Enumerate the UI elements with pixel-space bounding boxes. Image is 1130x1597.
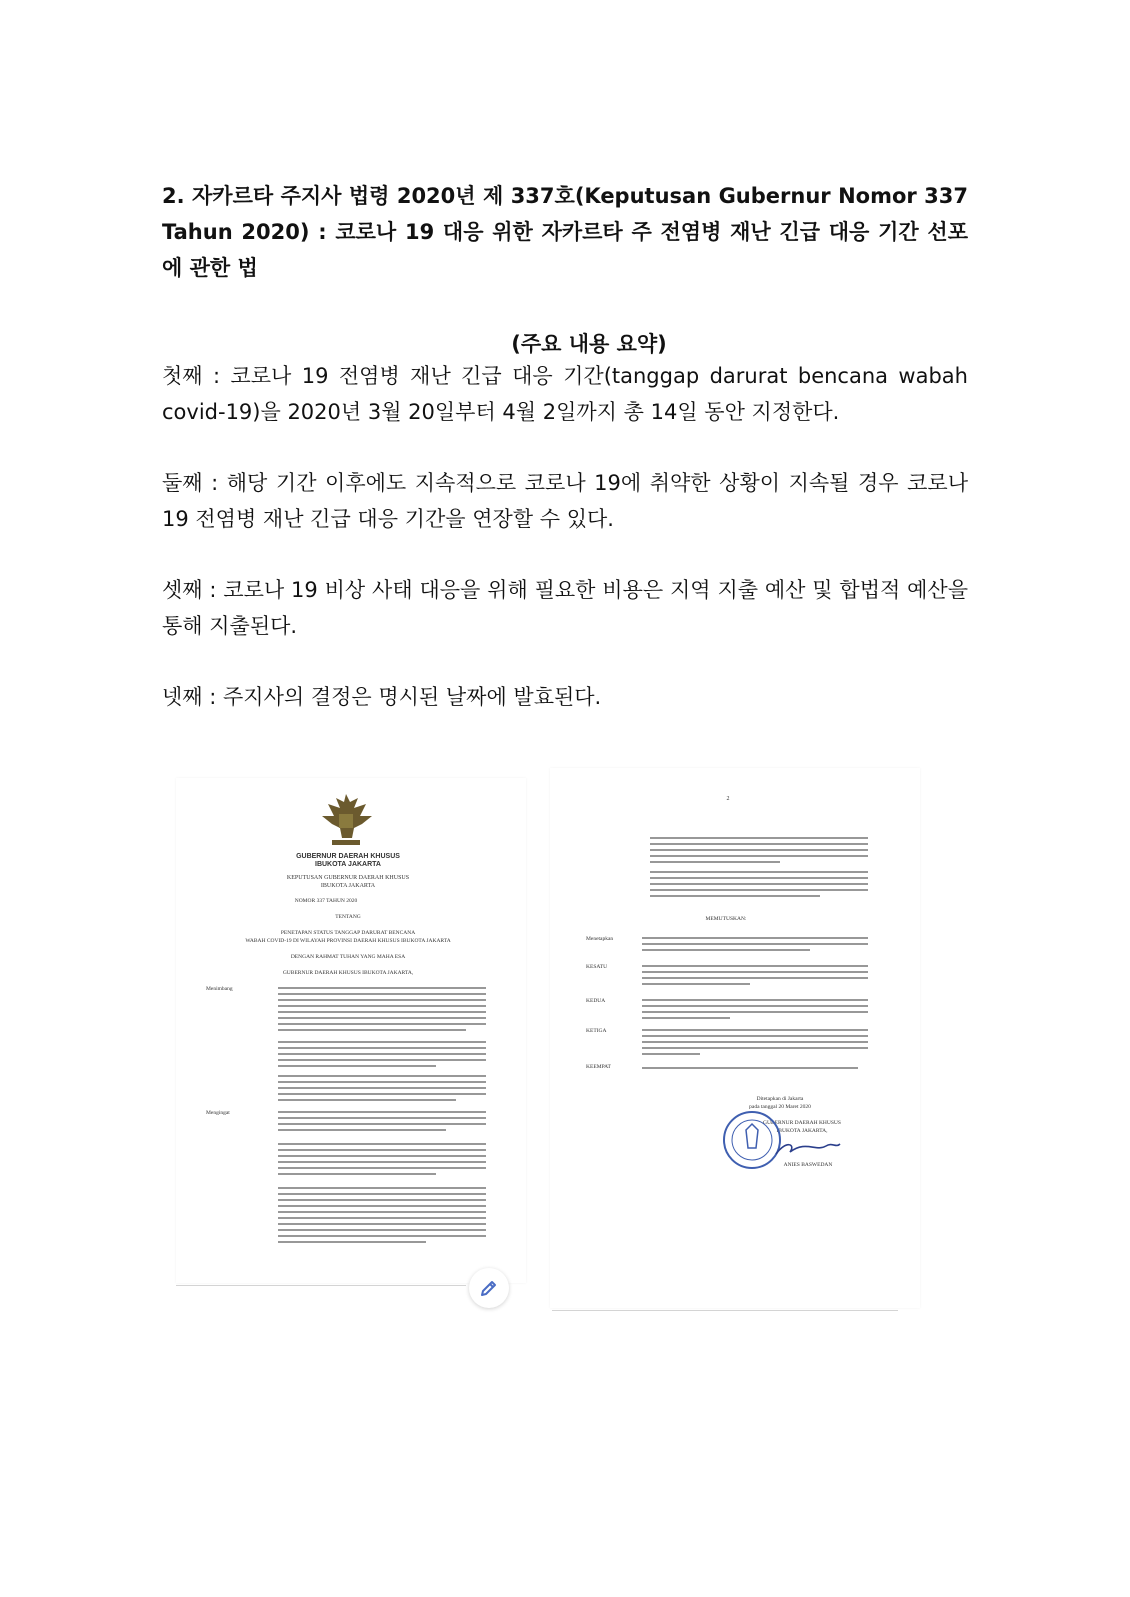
scan-label-remembering: Mengingat: [206, 1110, 230, 1116]
scan2-label-first: KESATU: [586, 964, 608, 970]
scan2-place: Ditetapkan di Jakarta: [756, 1096, 804, 1102]
scanned-decree-page-1: [176, 778, 526, 1283]
scan2-sign-title2: IBUKOTA JAKARTA,: [776, 1128, 828, 1134]
signature-icon: [776, 1144, 840, 1154]
scan2-body-lines-main: [642, 938, 868, 1068]
stamp-seal-icon: [724, 1112, 780, 1168]
scan-label-considering: Menimbang: [206, 986, 233, 992]
scan-subject1: PENETAPAN STATUS TANGGAP DARURAT BENCANA: [280, 930, 416, 936]
scan-blessing: DENGAN RAHMAT TUHAN YANG MAHA ESA: [290, 954, 406, 960]
scanned-decree-page-2: [550, 768, 920, 1308]
scan2-label-determine: Menetapkan: [586, 936, 614, 942]
garuda-emblem-icon: [322, 794, 372, 845]
scan2-date: pada tanggal 20 Maret 2020: [749, 1104, 811, 1110]
scan2-page-number: 2: [726, 796, 730, 802]
scan-body-lines: [278, 988, 486, 1242]
separator-left: [176, 1285, 466, 1286]
edit-button[interactable]: [469, 1268, 509, 1308]
scan2-sign-title1: GUBERNUR DAERAH KHUSUS: [763, 1120, 841, 1126]
scan-doc-title1: KEPUTUSAN GUBERNUR DAERAH KHUSUS: [286, 875, 410, 881]
scan-doc-title2: IBUKOTA JAKARTA: [320, 883, 376, 889]
scan-governor: GUBERNUR DAERAH KHUSUS IBUKOTA JAKARTA,: [282, 970, 414, 976]
scan2-label-third: KETIGA: [586, 1028, 607, 1034]
paragraph-first: 첫째 : 코로나 19 전염병 재난 긴급 대응 기간(tanggap darurat bencana wabah covid-19)을 2020년 3월 20일부터 4월 2일까지 총 14일 동안 지정한다.: [162, 364, 968, 424]
scan-org-line2: IBUKOTA JAKARTA: [315, 861, 381, 868]
paragraph-second: 둘째 : 해당 기간 이후에도 지속적으로 코로나 19에 취약한 상황이 지속될 경우 코로나 19 전염병 재난 긴급 대응 기간을 연장할 수 있다.: [162, 471, 968, 531]
scan-doc-number: NOMOR 337 TAHUN 2020: [294, 898, 358, 904]
scan2-signer: ANIES BASWEDAN: [783, 1162, 833, 1168]
scan2-label-fourth: KEEMPAT: [586, 1064, 611, 1070]
separator-right: [552, 1310, 898, 1311]
summary-heading: (주요 내용 요약): [511, 332, 667, 356]
scan2-body-lines-top: [650, 838, 868, 896]
scan2-deciding: MEMUTUSKAN:: [705, 916, 747, 922]
scan2-label-second: KEDUA: [586, 998, 606, 1004]
paragraph-fourth: 넷째 : 주지사의 결정은 명시된 날짜에 발효된다.: [162, 685, 602, 709]
pencil-icon: [479, 1278, 499, 1298]
section-title: 2. 자카르타 주지사 법령 2020년 제 337호(Keputusan Gubernur Nomor 337 Tahun 2020) : 코로나 19 대응 위한 자카르타 주 전염병 재난 긴급 대응 기간 선포에 관한 법: [162, 184, 968, 280]
scan-subject2: WABAH COVID-19 DI WILAYAH PROVINSI DAERAH KHUSUS IBUKOTA JAKARTA: [245, 938, 451, 944]
scan-about: TENTANG: [335, 914, 361, 920]
scan-org-line1: GUBERNUR DAERAH KHUSUS: [296, 853, 400, 860]
paragraph-third: 셋째 : 코로나 19 비상 사태 대응을 위해 필요한 비용은 지역 지출 예산 및 합법적 예산을 통해 지출된다.: [162, 578, 968, 638]
